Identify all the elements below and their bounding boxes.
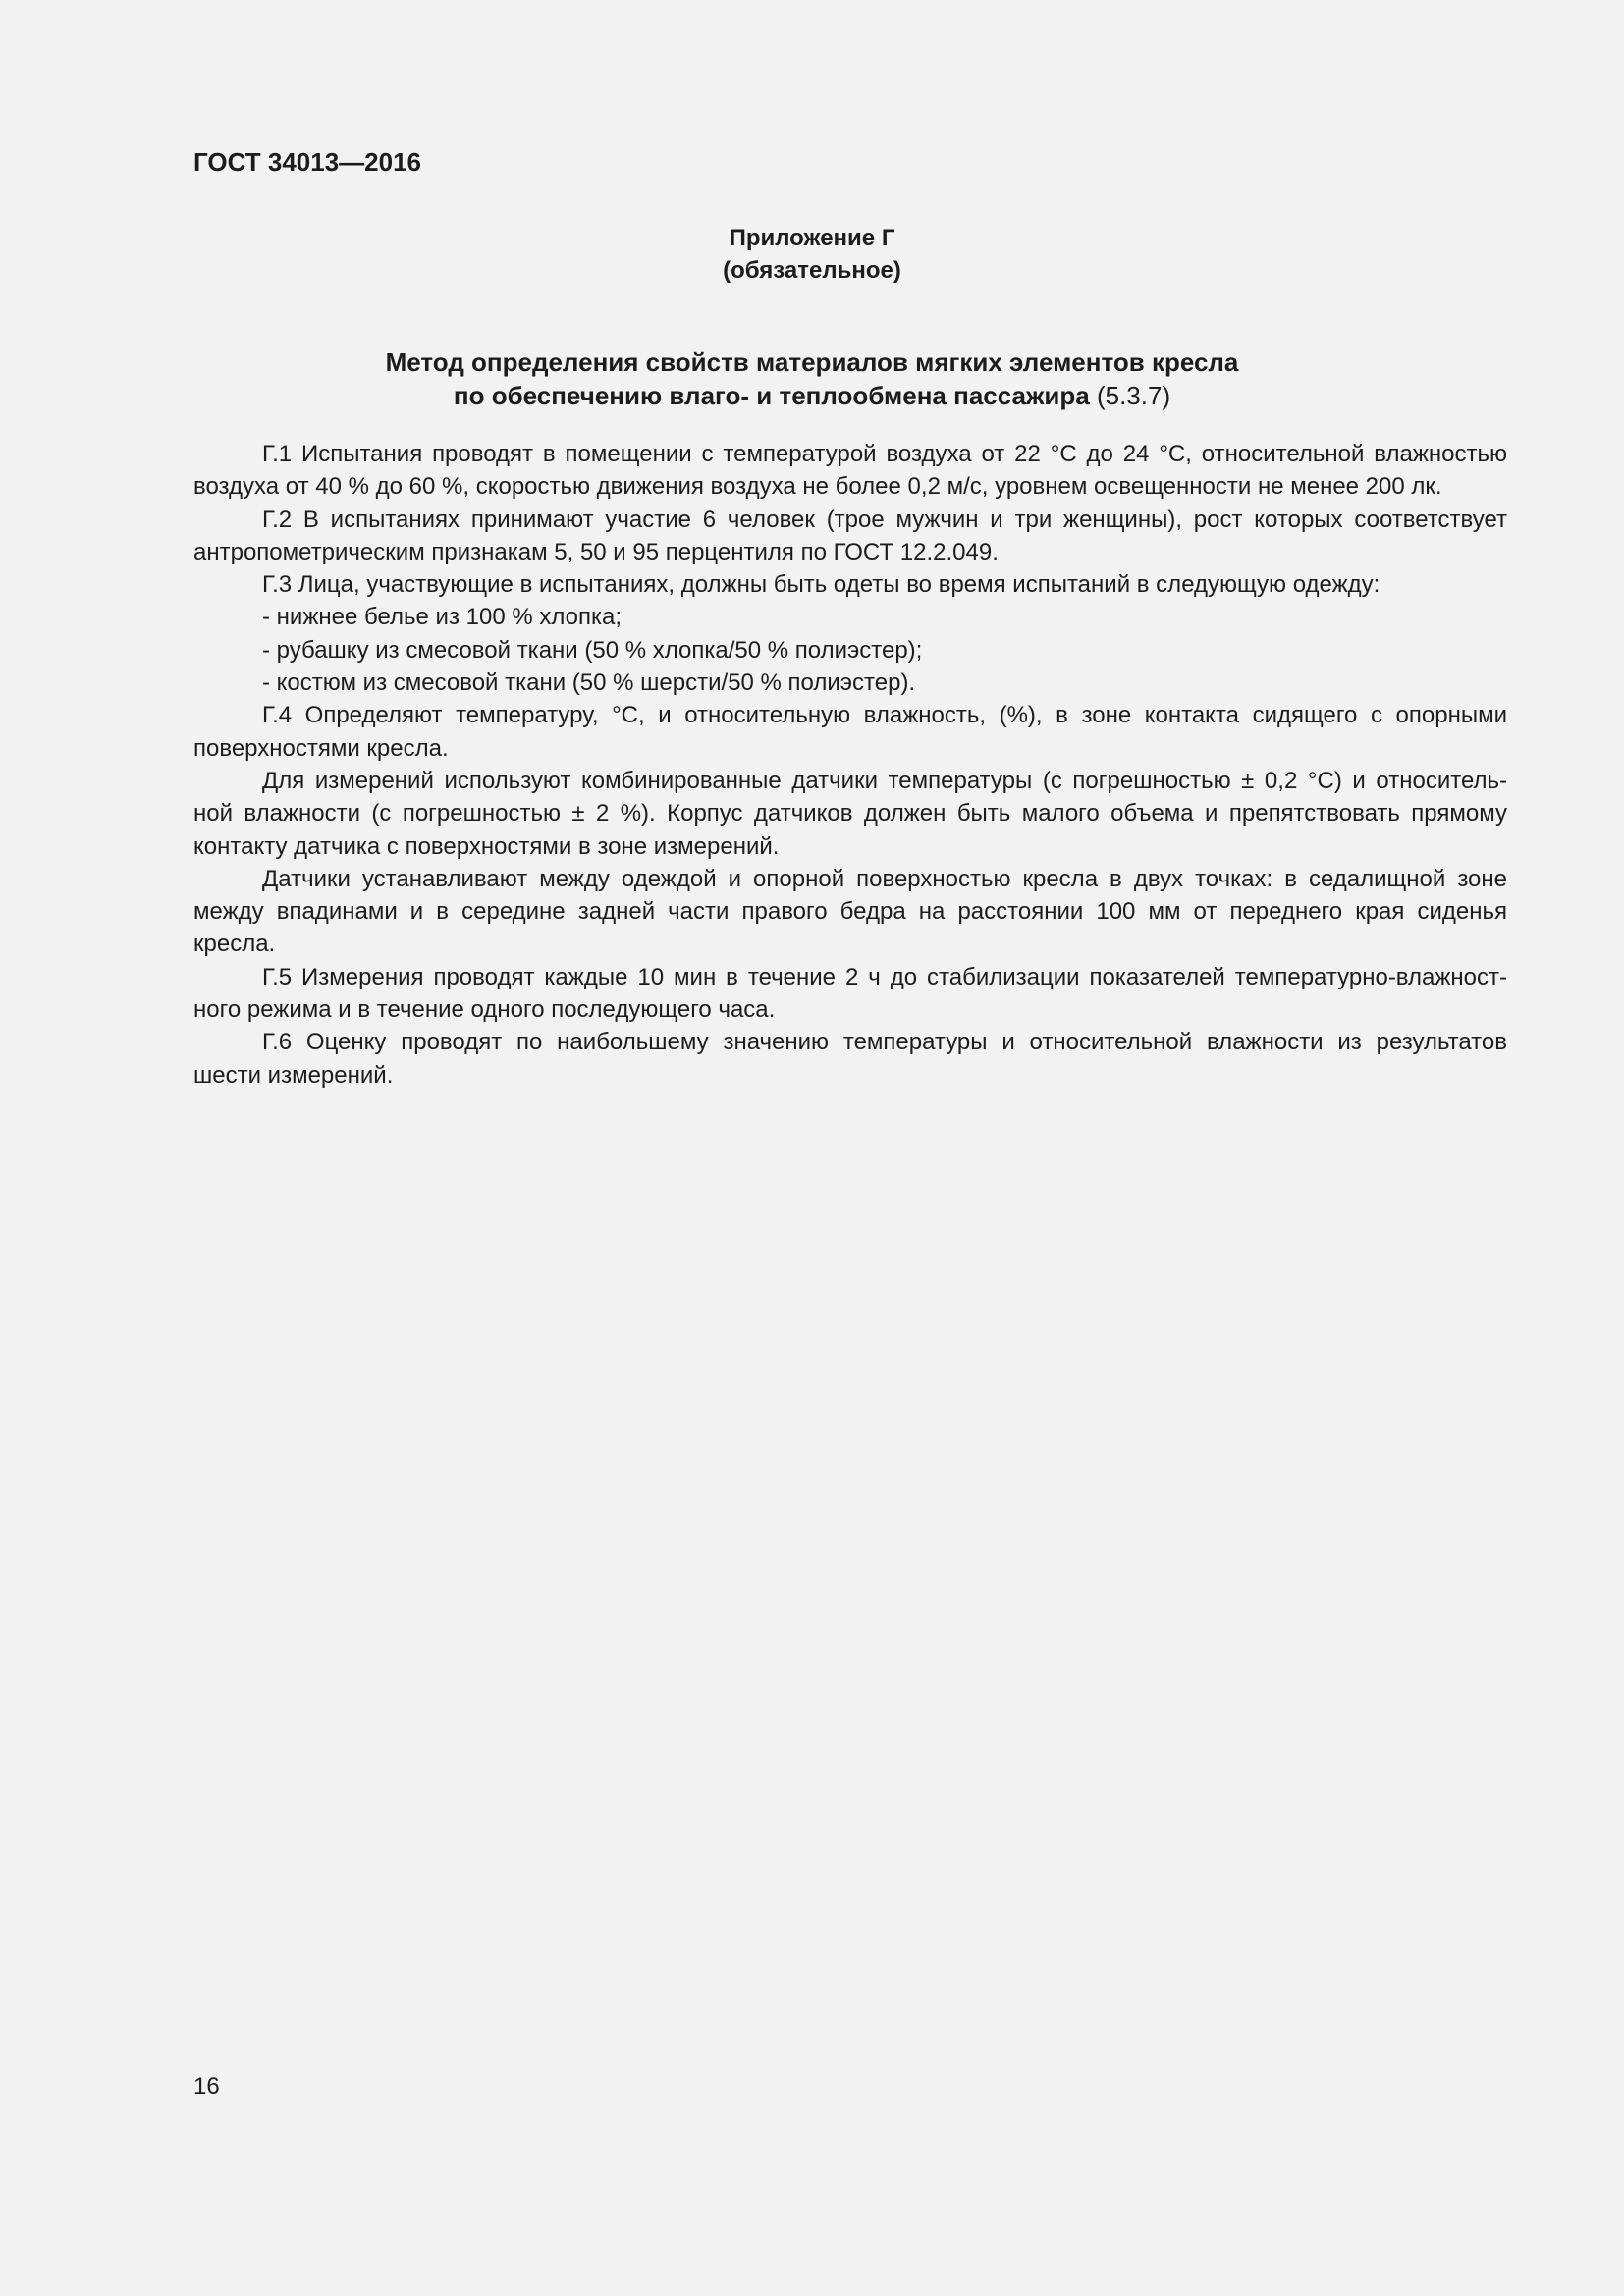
section-title-line-2 — [0, 381, 1624, 411]
paragraph — [193, 863, 1507, 961]
section-title-text: по обеспечению влаго- и теплообмена пассажира — [453, 381, 1090, 410]
paragraph-line: Г.1 Испытания проводят в помещении с температурой воздуха от 22 °С до 24 °С, относительной влажностью — [262, 441, 1507, 467]
paragraph-line: контакту датчика с поверхностями в зоне измерений. — [193, 832, 780, 860]
paragraph — [193, 667, 1507, 699]
paragraph — [193, 699, 1507, 765]
paragraph — [193, 601, 1507, 633]
paragraph-line: - рубашку из смесовой ткани (50 % хлопка/50 % полиэстер); — [262, 636, 923, 664]
paragraph-line: Г.3 Лица, участвующие в испытаниях, должны быть одеты во время испытаний в следующую одежду: — [262, 571, 1380, 599]
document-body — [193, 438, 1507, 1092]
paragraph-line: шести измерений. — [193, 1061, 394, 1089]
paragraph — [193, 634, 1507, 667]
paragraph-line: Г.2 В испытаниях принимают участие 6 человек (трое мужчин и три женщины), рост которых соответствует — [262, 506, 1507, 533]
paragraph-line: - костюм из смесовой ткани (50 % шерсти/50 % полиэстер). — [262, 669, 916, 697]
paragraph-line: - нижнее белье из 100 % хлопка; — [262, 604, 622, 631]
paragraph — [193, 765, 1507, 863]
paragraph-line: Г.5 Измерения проводят каждые 10 мин в течение 2 ч до стабилизации показателей температурно-влажност- — [262, 963, 1507, 990]
document-header: ГОСТ 34013—2016 — [193, 147, 421, 177]
paragraph-line: Г.6 Оценку проводят по наибольшему значению температуры и относительной влажности из результатов — [262, 1029, 1507, 1056]
section-title-line-1: Метод определения свойств материалов мягких элементов кресла — [385, 347, 1239, 377]
annex-status: (обязательное) — [723, 257, 901, 284]
paragraph-line: ной влажности (с погрешностью ± 2 %). Корпус датчиков должен быть малого объема и препятствовать прямому — [193, 800, 1507, 828]
paragraph-line: воздуха от 40 % до 60 %, скоростью движения воздуха не более 0,2 м/с, уровнем освещенности не менее 200 лк. — [193, 473, 1442, 501]
paragraph-line: Датчики устанавливают между одеждой и опорной поверхностью кресла в двух точках: в седалищной зоне — [262, 865, 1507, 892]
page-number: 16 — [193, 2073, 220, 2100]
paragraph-line: Г.4 Определяют температуру, °С, и относительную влажность, (%), в зоне контакта сидящего с опорными — [262, 702, 1507, 729]
annex-title: Приложение Г — [729, 225, 895, 251]
paragraph — [193, 1026, 1507, 1092]
paragraph — [193, 438, 1507, 504]
paragraph — [193, 961, 1507, 1027]
paragraph-line: антропометрическим признакам 5, 50 и 95 перцентиля по ГОСТ 12.2.049. — [193, 538, 999, 565]
paragraph-line: между впадинами и в середине задней части правого бедра на расстоянии 100 мм от переднего края сиденья — [193, 898, 1507, 926]
section-reference: (5.3.7) — [1089, 381, 1171, 410]
paragraph-line: поверхностями кресла. — [193, 734, 449, 762]
paragraph-line: ного режима и в течение одного последующего часа. — [193, 996, 776, 1024]
paragraph — [193, 504, 1507, 569]
paragraph-line: кресла. — [193, 931, 276, 958]
paragraph — [193, 568, 1507, 601]
paragraph-line: Для измерений используют комбинированные датчики температуры (с погрешностью ± 0,2 °С) и относитель- — [262, 767, 1507, 794]
